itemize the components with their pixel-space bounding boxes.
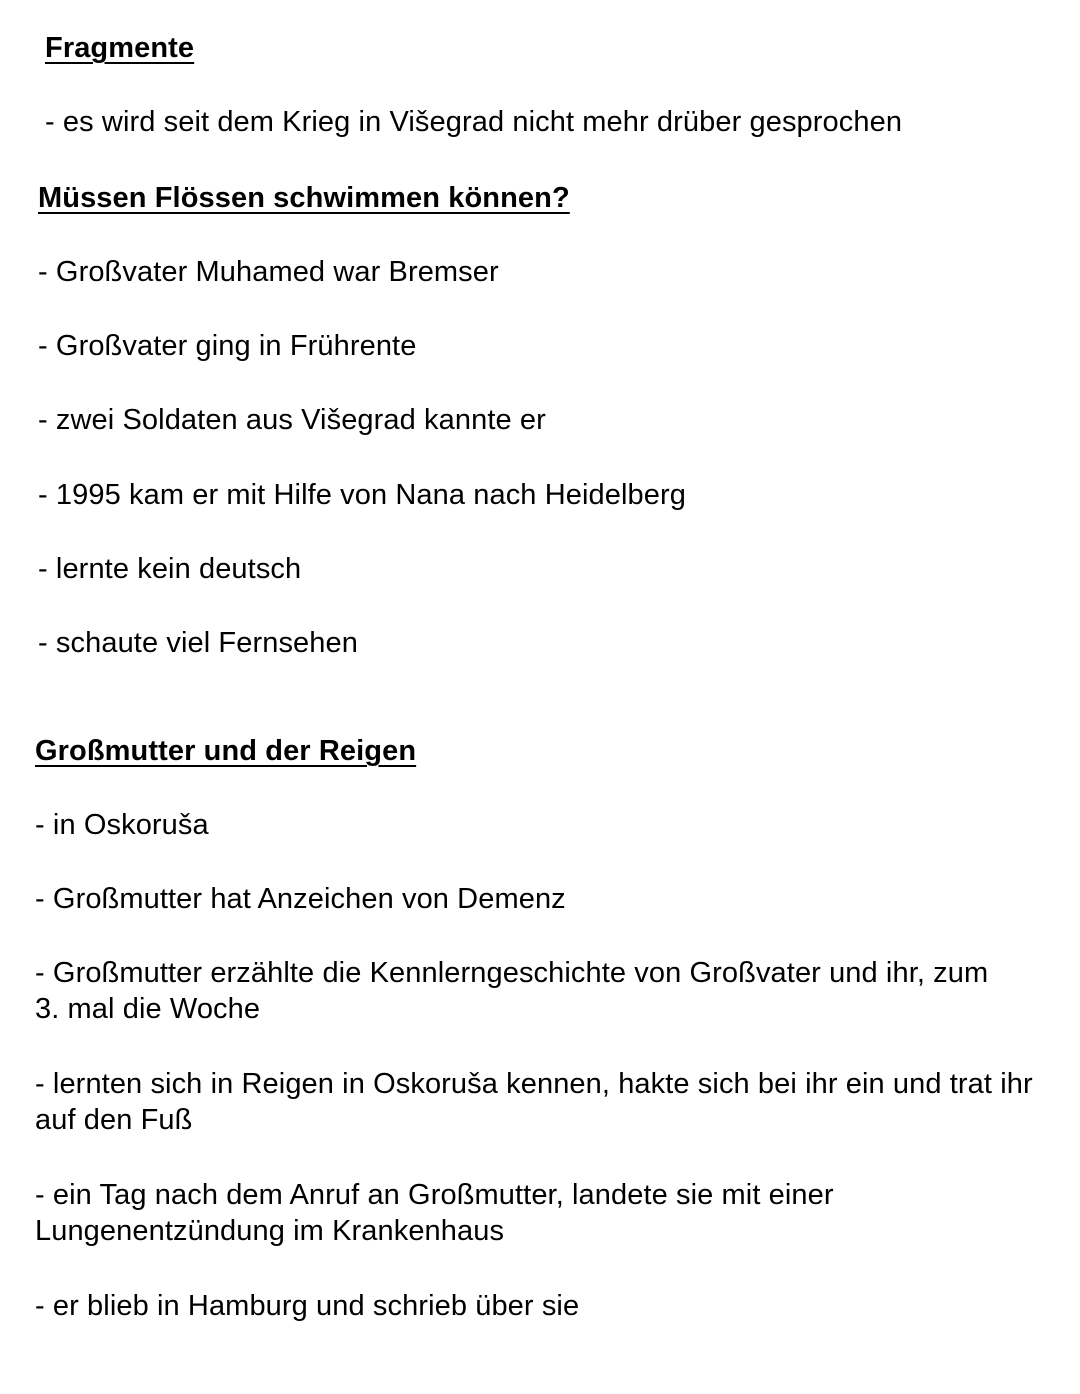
list-item: - er blieb in Hamburg und schrieb über sie bbox=[35, 1290, 580, 1322]
list-item: - zwei Soldaten aus Višegrad kannte er bbox=[38, 404, 546, 436]
section-heading-grossmutter: Großmutter und der Reigen bbox=[35, 735, 417, 767]
list-item: - Großvater Muhamed war Bremser bbox=[38, 256, 499, 288]
list-item: - lernten sich in Reigen in Oskoruša kennen, hakte sich bei ihr ein und trat ihr auf den Fuß bbox=[35, 1068, 1033, 1136]
list-item: - schaute viel Fernsehen bbox=[38, 627, 358, 659]
list-item: - in Oskoruša bbox=[35, 809, 209, 841]
list-item: - lernte kein deutsch bbox=[38, 553, 302, 585]
list-item: - es wird seit dem Krieg in Višegrad nicht mehr drüber gesprochen bbox=[45, 106, 903, 138]
list-item: - ein Tag nach dem Anruf an Großmutter, landete sie mit einer Lungenentzündung im Krankenhaus bbox=[35, 1179, 834, 1247]
list-item: - Großmutter hat Anzeichen von Demenz bbox=[35, 883, 566, 915]
list-item: - Großmutter erzählte die Kennlerngeschichte von Großvater und ihr, zum 3. mal die Woche bbox=[35, 957, 989, 1025]
list-item: - Großvater ging in Frührente bbox=[38, 330, 417, 362]
section-heading-fragmente: Fragmente bbox=[45, 32, 195, 64]
list-item: - 1995 kam er mit Hilfe von Nana nach Heidelberg bbox=[38, 479, 686, 511]
section-heading-floessen: Müssen Flössen schwimmen können? bbox=[38, 182, 570, 214]
